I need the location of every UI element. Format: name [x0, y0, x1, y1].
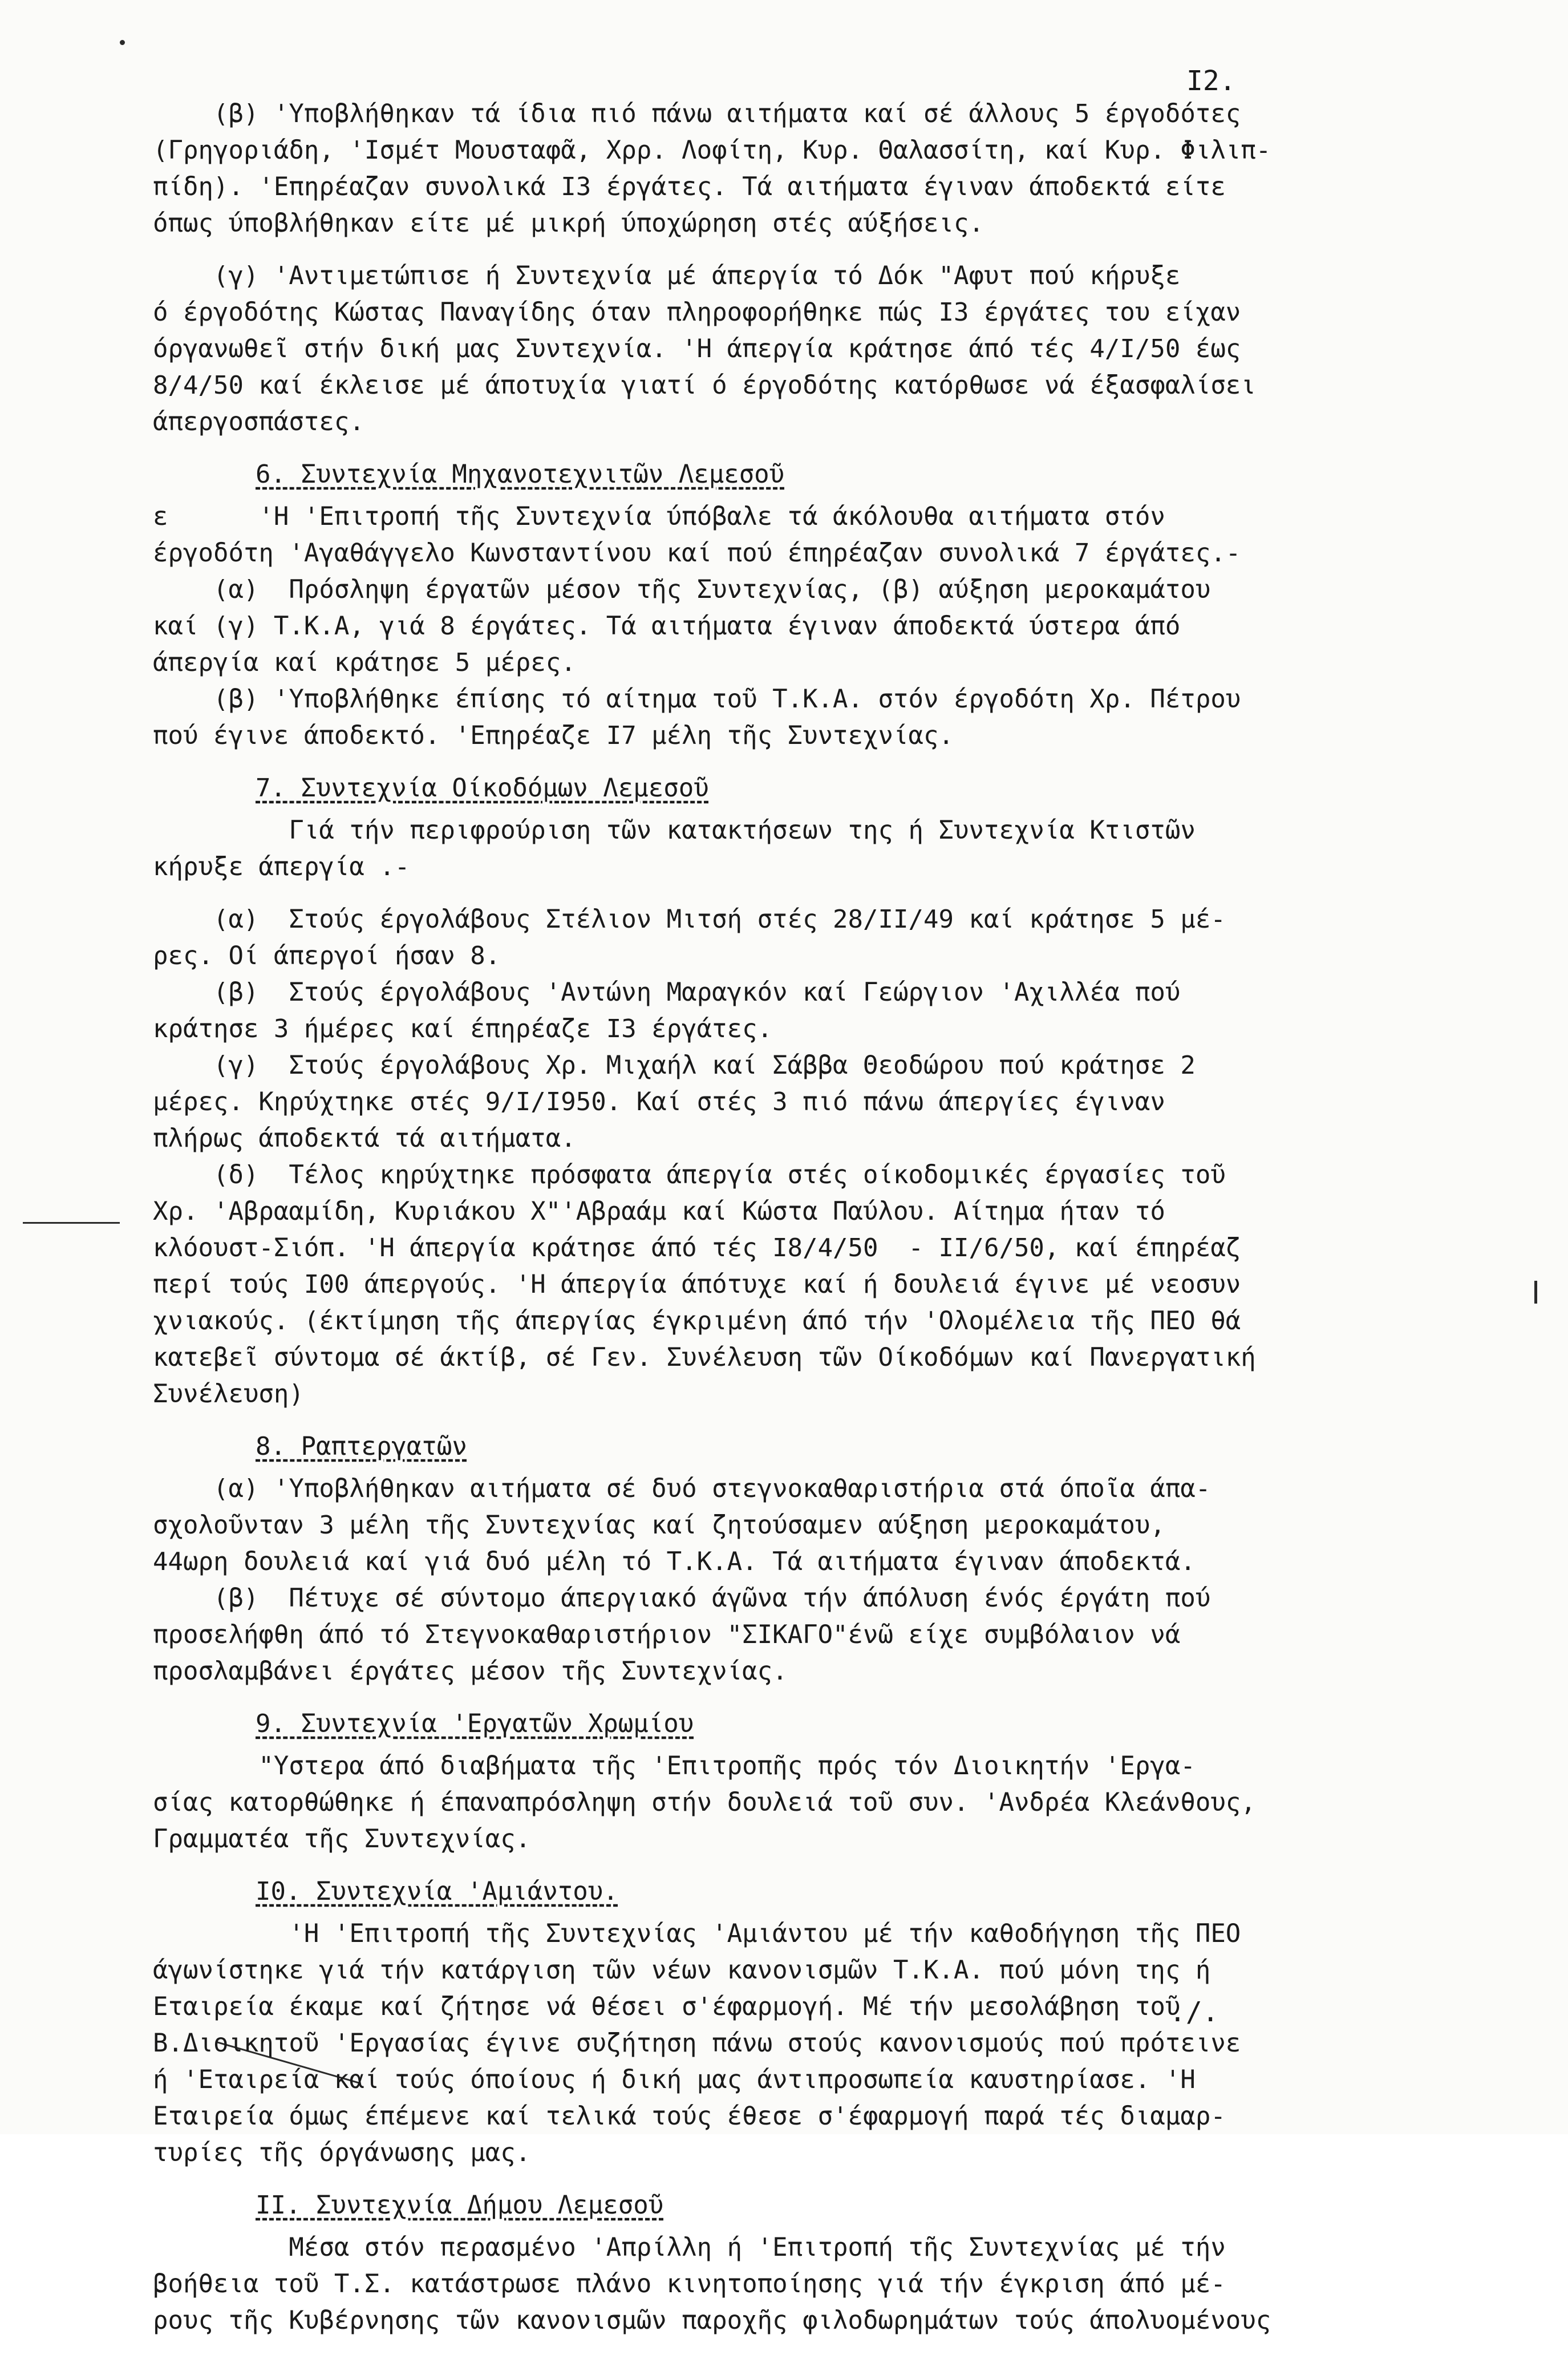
text-line: (α) Στούς έργολάβους Στέλιον Μιτσή στές 28/II/49 καί κράτησε 5 μέ- [153, 905, 1226, 934]
text-line: (δ) Τέλος κηρύχτηκε πρόσφατα άπεργία στές οίκοδομικές έργασίες τοῦ [153, 1160, 1226, 1189]
text-line: κλόουστ-Σιόπ. 'Η άπεργία κράτησε άπό τές I8/4/50 - II/6/50, καί έπηρέαζ [153, 1233, 1241, 1263]
paragraph [153, 258, 1431, 440]
text-line: 8/4/50 καί έκλεισε μέ άποτυχία γιατί ό έργοδότης κατόρθωσε νά έξασφαλίσει [153, 371, 1256, 400]
text-line: προσελήφθη άπό τό Στεγνοκαθαριστήριον "ΣΙΚΑΓΟ"ένῶ είχε συμβόλαιον νά [153, 1620, 1181, 1649]
text-line: Εταιρεία έκαμε καί ζήτησε νά θέσει σ'έφαρμογή. Μέ τήν μεσολάβηση τοῦ [153, 1992, 1181, 2021]
section-heading: 8. Ραπτεργατῶν [256, 1432, 467, 1461]
text-line: ή 'Εταιρεία καί τούς όποίους ή δική μας άντιπροσωπεία καυστηρίασε. 'Η [153, 2065, 1196, 2094]
text-line: (α) 'Υποβλήθηκαν αιτήματα σέ δυό στεγνοκαθαριστήρια στά όποῖα άπα- [153, 1474, 1211, 1503]
text-line: (β) 'Υποβλήθηκαν τά ίδια πιό πάνω αιτήματα καί σέ άλλους 5 έργοδότες [153, 99, 1241, 128]
text-line: Μέσα στόν περασμένο 'Απρίλλη ή 'Επιτροπή τῆς Συντεχνίας μέ τήν [153, 2233, 1226, 2262]
ink-dot-mark [120, 40, 125, 45]
text-line: πίδη). 'Επηρέαζαν συνολικά I3 έργάτες. Τά αιτήματα έγιναν άποδεκτά είτε [153, 172, 1226, 201]
text-line: Συνέλευση) [153, 1379, 304, 1409]
paragraph [153, 1916, 1431, 2171]
section-heading: 9. Συντεχνία 'Εργατῶν Χρωμίου [256, 1709, 694, 1738]
paragraph [153, 2229, 1431, 2339]
text-line: (α) Πρόσληψη έργατῶν μέσον τῆς Συντεχνίας, (β) αύξηση μεροκαμάτου [153, 575, 1211, 604]
text-line: Χρ. 'Αβρααμίδη, Κυριάκου Χ"'Αβραάμ καί Κώστα Παύλου. Αίτημα ήταν τό [153, 1197, 1165, 1226]
page-number: I2. [1186, 65, 1236, 97]
margin-stroke-mark [1534, 1281, 1537, 1304]
document-body [153, 96, 1431, 2355]
paragraph [153, 96, 1431, 242]
section-heading: 6. Συντεχνία Μηχανοτεχνιτῶν Λεμεσοῦ [256, 460, 785, 489]
paragraph [153, 901, 1431, 1413]
text-line: περί τούς I00 άπεργούς. 'Η άπεργία άπότυχε καί ή δουλειά έγινε μέ νεοσυν [153, 1270, 1241, 1299]
text-line: ρες. Οί άπεργοί ήσαν 8. [153, 941, 501, 970]
text-line: άπεργία καί κράτησε 5 μέρες. [153, 648, 576, 677]
text-line: (β) 'Υποβλήθηκε έπίσης τό αίτημα τοῦ Τ.Κ.Α. στόν έργοδότη Χρ. Πέτρου [153, 685, 1241, 714]
text-line: κατεβεῖ σύντομα σέ άκτίβ, σέ Γεν. Συνέλευση τῶν Οίκοδόμων καί Πανεργατική [153, 1343, 1256, 1372]
text-line: (γ) 'Αντιμετώπισε ή Συντεχνία μέ άπεργία τό Δόκ "Αφυτ πού κήρυξε [153, 261, 1181, 290]
paragraph [153, 499, 1431, 754]
text-line: άπεργοσπάστες. [153, 407, 364, 436]
text-line: σχολοῦνταν 3 μέλη τῆς Συντεχνίας καί ζητούσαμεν αύξηση μεροκαμάτου, [153, 1511, 1165, 1540]
text-line: (β) Πέτυχε σέ σύντομο άπεργιακό άγῶνα τήν άπόλυση ένός έργάτη πού [153, 1584, 1211, 1613]
text-line: προσλαμβάνει έργάτες μέσον τῆς Συντεχνίας. [153, 1657, 788, 1686]
text-line: σίας κατορθώθηκε ή έπαναπρόσληψη στήν δουλειά τοῦ συν. 'Ανδρέα Κλεάνθους, [153, 1788, 1256, 1817]
text-line: καί (γ) Τ.Κ.Α, γιά 8 έργάτες. Τά αιτήματα έγιναν άποδεκτά ύστερα άπό [153, 612, 1181, 641]
text-line: χνιακούς. (έκτίμηση τῆς άπεργίας έγκριμένη άπό τήν 'Ολομέλεια τῆς ΠΕΟ θά [153, 1306, 1241, 1336]
text-line: κήρυξε άπεργία .- [153, 852, 410, 881]
text-line: έργοδότη 'Αγαθάγγελο Κωνσταντίνου καί πού έπηρέαζαν συνολικά 7 έργάτες.- [153, 539, 1241, 568]
text-line: Β.Διοικητοῦ 'Εργασίας έγινε συζήτηση πάνω στούς κανονισμούς πού πρότεινε [153, 2029, 1241, 2058]
text-line: 44ωρη δουλειά καί γιά δυό μέλη τό Τ.Κ.Α. Τά αιτήματα έγιναν άποδεκτά. [153, 1547, 1196, 1576]
paragraph [153, 812, 1431, 885]
paragraph [153, 1471, 1431, 1690]
text-line: πλήρως άποδεκτά τά αιτήματα. [153, 1124, 576, 1153]
text-line: τυρίες τῆς όργάνωσης μας. [153, 2138, 531, 2167]
text-line: (γ) Στούς έργολάβους Χρ. Μιχαήλ καί Σάββα Θεοδώρου πού κράτησε 2 [153, 1051, 1196, 1080]
text-line: Γιά τήν περιφρούριση τῶν κατακτήσεων της ή Συντεχνία Κτιστῶν [153, 816, 1196, 845]
text-line: μέρες. Κηρύχτηκε στές 9/I/I950. Καί στές 3 πιό πάνω άπεργίες έγιναν [153, 1087, 1165, 1116]
text-line: άγωνίστηκε γιά τήν κατάργιση τῶν νέων κανονισμῶν Τ.Κ.Α. πού μόνη της ή [153, 1956, 1211, 1985]
text-line: όπως ύποβλήθηκαν είτε μέ μικρή ύποχώρηση στές αύξήσεις. [153, 209, 984, 238]
text-line: Εταιρεία όμως έπέμενε καί τελικά τούς έθεσε σ'έφαρμογή παρά τές διαμαρ- [153, 2102, 1226, 2131]
text-line: ό έργοδότης Κώστας Παναγίδης όταν πληροφορήθηκε πώς I3 έργάτες του είχαν [153, 298, 1241, 327]
section-heading: 7. Συντεχνία Οίκοδόμων Λεμεσοῦ [256, 774, 709, 803]
section-heading: II. Συντεχνία Δήμου Λεμεσοῦ [256, 2191, 664, 2220]
text-line: κράτησε 3 ήμέρες καί έπηρέαζε I3 έργάτες. [153, 1014, 773, 1043]
continuation-mark: ./. [1169, 1996, 1219, 2028]
text-line: όργανωθεῖ στήν δική μας Συντεχνία. 'Η άπεργία κράτησε άπό τές 4/I/50 έως [153, 334, 1241, 363]
text-line: βοήθεια τοῦ Τ.Σ. κατάστρωσε πλάνο κινητοποίησης γιά τήν έγκριση άπό μέ- [153, 2269, 1226, 2299]
paragraph [153, 1748, 1431, 1858]
text-line: "Υστερα άπό διαβήματα τῆς 'Επιτροπῆς πρός τόν Διοικητήν 'Εργα- [153, 1751, 1196, 1781]
text-line: Γραμματέα τῆς Συντεχνίας. [153, 1824, 531, 1854]
text-line: ρους τῆς Κυβέρνησης τῶν κανονισμῶν παροχῆς φιλοδωρημάτων τούς άπολυομένους [153, 2306, 1271, 2335]
text-line: 'Η 'Επιτροπή τῆς Συντεχνίας 'Αμιάντου μέ τήν καθοδήγηση τῆς ΠΕΟ [153, 1919, 1241, 1948]
text-line: (β) Στούς έργολάβους 'Αντώνη Μαραγκόν καί Γεώργιον 'Αχιλλέα πού [153, 978, 1181, 1007]
text-line: (Γρηγοριάδη, 'Ισμέτ Μουσταφᾶ, Χρρ. Λοφίτη, Κυρ. Θαλασσίτη, καί Κυρ. Φιλιπ- [153, 136, 1271, 165]
text-line: πού έγινε άποδεκτό. 'Επηρέαζε I7 μέλη τῆς Συντεχνίας. [153, 721, 954, 750]
section-heading: I0. Συντεχνία 'Αμιάντου. [256, 1877, 618, 1906]
text-line: ε 'Η 'Επιτροπή τῆς Συντεχνία ύπόβαλε τά άκόλουθα αιτήματα στόν [153, 502, 1165, 531]
margin-dash-mark [23, 1222, 120, 1224]
